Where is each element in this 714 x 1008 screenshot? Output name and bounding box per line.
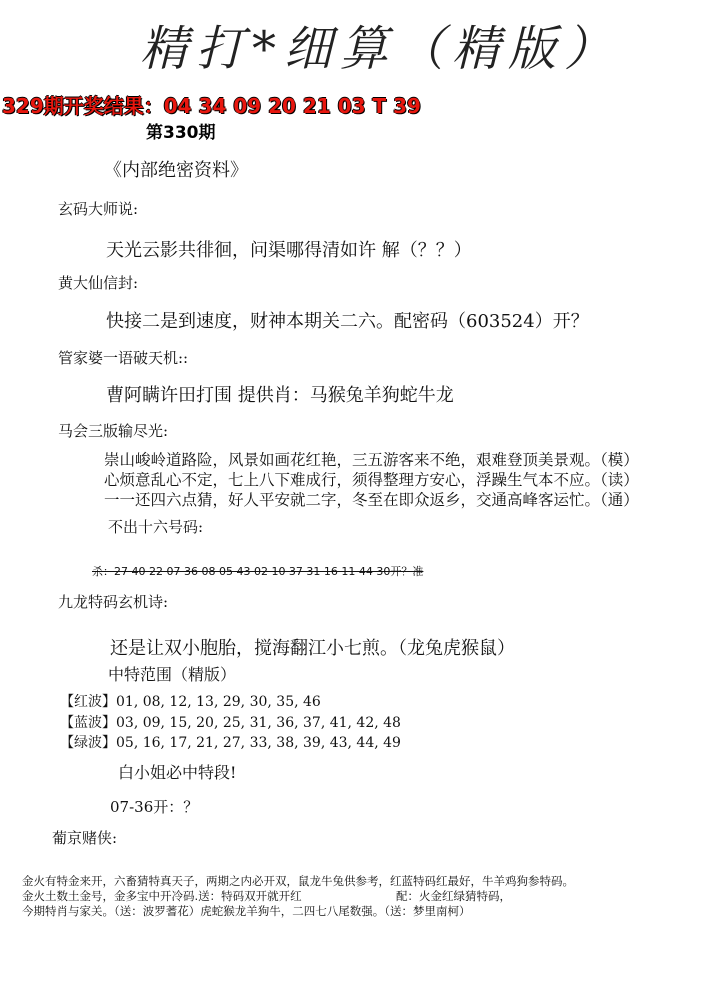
wave-nums: 01, 08, 12, 13, 29, 30, 35, 46 <box>116 694 321 710</box>
wave-tag: 【蓝波】 <box>60 715 116 731</box>
footer-line-2a: 金火土数土金号，金多宝中开冷码.送：特码双开就开红 <box>22 889 302 903</box>
mahui-line-1: 崇山峻岭道路险，风景如画花红艳，三五游客来不绝，艰难登顶美景观。（模） <box>104 451 639 469</box>
wave-tag: 【绿波】 <box>60 735 116 751</box>
handwritten-title: 精打*细算（精版） <box>140 21 621 77</box>
footer-line-1: 金火有特金来开，六畜猜特真天子，两期之内必开双，鼠龙牛兔供参考，红蓝特码红最好，牛羊鸡狗参特码。 <box>22 874 574 888</box>
wave-green <box>60 732 401 752</box>
kill-numbers: 杀：27 40 22 07 36 08 05 43 02 10 37 31 16 11 44 30开？准 <box>92 565 424 578</box>
result-line: 329期开奖结果：04 34 09 20 21 03 T 39 <box>2 94 421 118</box>
xuanma-label: 玄码大师说: <box>58 200 139 218</box>
wave-blue <box>60 712 401 732</box>
mahui-label: 马会三版输尽光: <box>58 422 169 440</box>
doc-title: 《内部绝密资料》 <box>104 160 248 181</box>
guanjia-text: 曹阿瞒许田打围 提供肖：马猴兔羊狗蛇牛龙 <box>106 385 454 406</box>
huang-text: 快接二是到速度，财神本期关二六。配密码（603524）开？ <box>106 311 589 332</box>
bai-text: 白小姐必中特段! <box>118 763 237 782</box>
wave-nums: 05, 16, 17, 21, 27, 33, 38, 39, 43, 44, 49 <box>116 735 401 751</box>
guanjia-label: 管家婆一语破天机:: <box>58 349 189 367</box>
mahui-line-3: 一一还四六点猜，好人平安就二字，冬至在即众返乡，交通高峰客运忙。（通） <box>104 491 639 509</box>
pujing-label: 葡京赌侠: <box>52 829 118 847</box>
xuanma-text: 天光云影共徘徊，问渠哪得清如许 解（？？） <box>106 240 472 261</box>
mahui-line-2: 心烦意乱心不定，七上八下难成行，须得整理方安心，浮躁生气本不应。（读） <box>104 471 639 489</box>
issue-number: 第330期 <box>146 123 216 143</box>
wave-red <box>60 691 321 711</box>
footer-line-3: 今期特肖与家关。（送：波罗蓍花）虎蛇猴龙羊狗牛，二四七八尾数强。（送：梦里南柯） <box>22 904 471 918</box>
wave-tag: 【红波】 <box>60 694 116 710</box>
jiulong-text: 还是让双小胞胎，搅海翻江小七煎。（龙兔虎猴鼠） <box>110 638 515 659</box>
wave-nums: 03, 09, 15, 20, 25, 31, 36, 37, 41, 42, 48 <box>116 715 401 731</box>
range-text: 07-36开：？ <box>110 798 199 816</box>
footer-line-2b: 配：火金红绿猜特码， <box>396 889 511 903</box>
huang-label: 黄大仙信封: <box>58 274 139 292</box>
jiulong-label: 九龙特码玄机诗: <box>58 593 169 611</box>
no16-label: 不出十六号码: <box>108 518 204 536</box>
range-title: 中特范围（精版） <box>108 665 237 684</box>
